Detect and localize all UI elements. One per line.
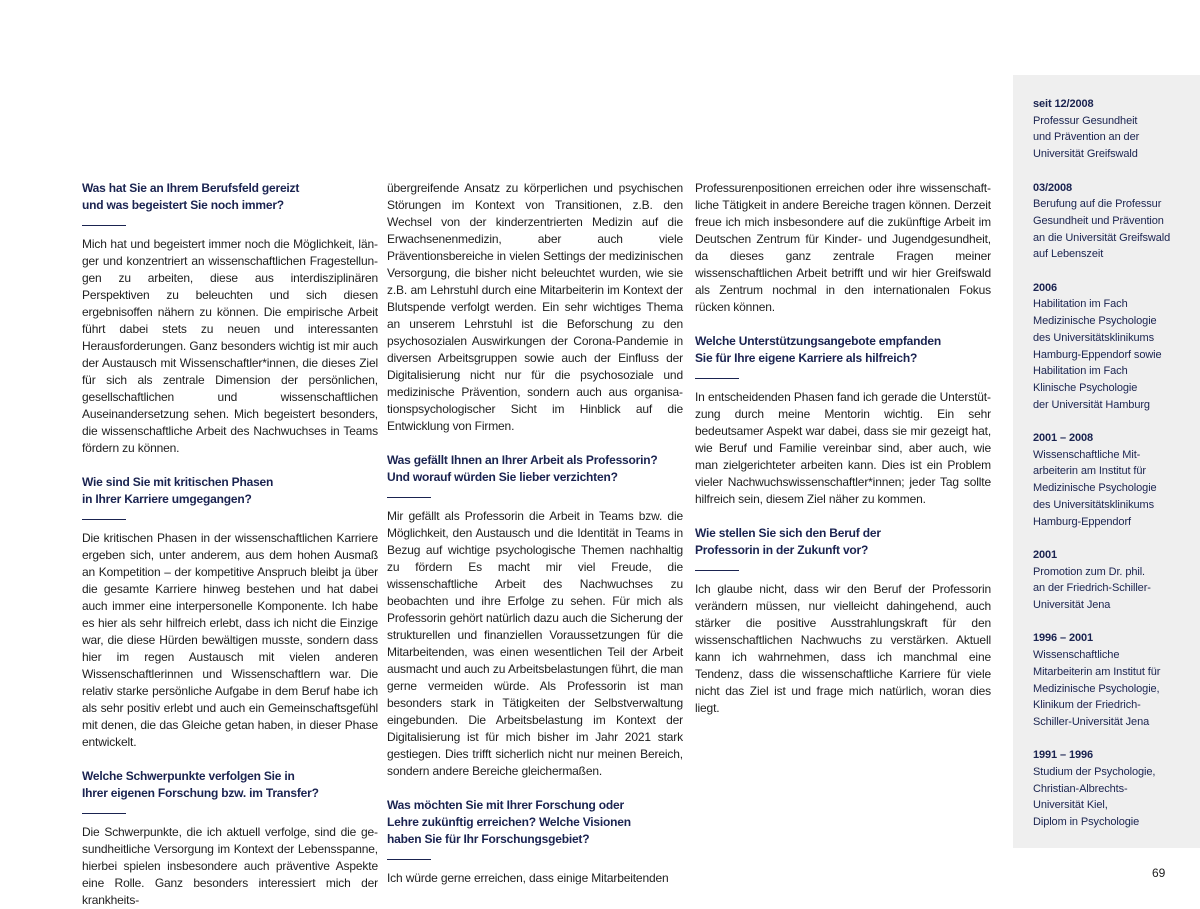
interview-question [82,768,378,802]
timeline-description-line: des Universitätsklinikums [1033,331,1154,344]
question-divider [82,225,126,226]
interview-question [695,333,991,367]
timeline-description-line: arbeiterin am Institut für [1033,465,1146,478]
timeline-entry [1033,96,1193,163]
timeline-date: 2001 – 2008 [1033,432,1094,445]
timeline-description-line: Medizinische Psychologie [1033,482,1157,495]
section-spacer [695,508,991,525]
timeline-description-line: Klinikum der Friedrich- [1033,699,1141,712]
article-column-3 [695,180,991,717]
question-line: Welche Unterstützungsangebote empfanden [695,334,942,348]
interview-answer: Die Schwerpunkte, die ich aktuell verfolge, sind die gesundheitliche Versorgung im Kontext der Lebensspanne, hierbei spielen insbesondere auch präventive Aspekte eine Rolle. Ganz besonders interessiert mich der krankheits- [82,825,378,907]
question-line: und was begeistert Sie noch immer? [82,198,284,212]
section-spacer [695,316,991,333]
article-column-2 [387,180,683,887]
interview-answer: Die kritischen Phasen in der wissenschaftlichen Karriere ergeben sich, unter anderem, aus dem hohen Ausmaß an Kompetition – der kompetitive Anspruch bleibt ja über die gesamte Karriere hinweg bestehen und hat dabei auch immer eine interpersonelle Komponente. Ich habe es hier als sehr hilfreich erlebt, dass ich nicht die Einzige war, die diese Hürden bewältigen musste, sondern dass hier im regen Austausch mit vielen anderen Wissenschaftlerinnen und Wissenschaftlern war. Die relativ starke persönliche Aufgabe in dem Beruf habe ich als sehr positiv erlebt und auch ein Gemeinschaftsgefühl mit denen, die das Gleiche getan haben, in dieser Phase entwickelt. [82,531,378,749]
timeline-description-line: Hamburg-Eppendorf sowie [1033,348,1162,361]
timeline-description-line: Medizinische Psychologie, [1033,682,1160,695]
interview-question [387,452,683,486]
timeline-description-line: an die Universität Greifswald [1033,231,1171,244]
question-divider [387,497,431,498]
interview-answer: Ich glaube nicht, dass wir den Beruf der Professorin verändern müssen, nur vielleicht dahingehend, auch stärker die positive Ausstrahlungskraft für den wissenschaftlichen Nachwuchs zu verstärken. Aktuell kann ich wahrnehmen, dass ich manchmal eine Tendenz, dass die wissenschaftliche Karriere für viele nicht das Ziel ist und frage mich natürlich, woran dies liegt. [695,582,991,715]
timeline-description-line: Hamburg-Eppendorf [1033,515,1131,528]
timeline-description-line: Studium der Psychologie, [1033,766,1156,779]
timeline-entry [1033,630,1193,730]
question-line: Und worauf würden Sie lieber verzichten? [387,470,618,484]
question-divider [695,378,739,379]
timeline-description-line: Gesundheit und Prävention [1033,214,1164,227]
timeline-entry [1033,747,1193,831]
timeline-description-line: auf Lebenszeit [1033,248,1104,261]
question-divider [82,813,126,814]
question-line: Ihrer eigenen Forschung bzw. im Transfer? [82,786,319,800]
question-line: Was hat Sie an Ihrem Berufsfeld gereizt [82,181,300,195]
timeline-description-line: Habilitation im Fach [1033,365,1128,378]
question-line: Lehre zukünftig erreichen? Welche Visionen [387,815,631,829]
timeline-description-line: an der Friedrich-Schiller- [1033,582,1151,595]
question-line: Was gefällt Ihnen an Ihrer Arbeit als Professorin? [387,453,658,467]
interview-answer: Ich würde gerne erreichen, dass einige Mitarbeitenden [387,871,669,885]
timeline-description-line: des Universitätsklinikums [1033,498,1154,511]
timeline-description-line: Habilitation im Fach [1033,298,1128,311]
timeline-description-line: Universität Greifswald [1033,148,1138,161]
timeline-date: seit 12/2008 [1033,98,1094,110]
timeline-description-line: und Prävention an der [1033,131,1140,144]
page-number: 69 [1152,866,1166,880]
timeline-description-line: Klinische Psychologie [1033,381,1138,394]
question-line: Was möchten Sie mit Ihrer Forschung oder [387,798,624,812]
timeline-description-line: Mitarbeiterin am Institut für [1033,665,1161,678]
timeline-description-line: Christian-Albrechts- [1033,782,1128,795]
timeline-description-line: Professur Gesundheit [1033,114,1138,127]
interview-answer: Mir gefällt als Professorin die Arbeit in Teams bzw. die Möglichkeit, den Austausch und die Identität in Teams in Bezug auf wichtige psychologische Themen nachhaltig zu fördern Es macht mir viel Freude, die wissenschaftliche Arbeit des Nachwuchses zu beobachten und ihre Erfolge zu sehen. Für mich als Professorin gehört natürlich dazu auch die Sicherung der strukturellen und finanziellen Voraussetzungen für die Mitarbeitenden, was einen wesentlichen Teil der Arbeit ausmacht und auch zu Arbeitsbelastungen führt, die man gerne vermeiden würde. Als Professorin ist man besonders stark in Tätigkeiten der Selbstverwaltung eingebunden. Die Arbeitsbelastung im Kontext der Digitalisierung ist für mich bisher im Jahr 2021 stark gestiegen. Dies trifft sicherlich nicht nur meinen Bereich, sondern andere Bereiche gleichermaßen. [387,509,683,778]
timeline-description-line: der Universität Hamburg [1033,398,1150,411]
question-divider [82,519,126,520]
timeline-entry [1033,280,1193,414]
section-spacer [387,435,683,452]
interview-answer: Mich hat und begeistert immer noch die Möglichkeit, länger und konzentriert an wissenschaftlichen Fragestellungen zu arbeiten, diese aus interdisziplinären Perspektiven zu beleuchten und sich diesen ergebnisoffen nähern zu können. Die empirische Arbeit führt dabei stets zu neuen und interessanten Herausforderungen. Ganz besonders wichtig ist mir auch der Austausch mit Wissenschaftler*innen, die dieses Ziel für sich als zentrale Dimension der persönlichen, gesellschaftlichen und wissenschaftlichen Auseinandersetzung sehen. Mich begeistert besonders, die wissenschaftliche Arbeit des Nachwuchses in Teams fördern zu können. [82,237,378,455]
article-column-1 [82,180,378,909]
timeline-date: 1996 – 2001 [1033,632,1094,645]
timeline-entry [1033,180,1193,264]
interview-answer: In entscheidenden Phasen fand ich gerade die Unterstützung durch meine Mentorin wichtig. Ein sehr bedeutsamer Aspekt war dabei, dass sie mir gezeigt hat, wie Beruf und Familie vereinbar sind, aber auch, wie man zielgerichteter arbeiten kann. Dies ist ein Problem vieler Nachwuchswissenschaftler*innen; jeder Tag sollte hilfreich sein, diesem Ziel näher zu kommen. [695,390,991,506]
timeline-entry [1033,547,1193,614]
timeline-description-line: Diplom in Psychologie [1033,816,1140,829]
section-spacer [82,457,378,474]
timeline-entry [1033,430,1193,530]
question-line: haben Sie für Ihr Forschungsgebiet? [387,832,590,846]
interview-question [82,474,378,508]
timeline-description-line: Berufung auf die Professur [1033,198,1162,211]
question-divider [387,859,431,860]
timeline-description-line: Wissenschaftliche [1033,649,1120,662]
interview-answer: Professurenpositionen erreichen oder ihre wissenschaftliche Tätigkeit in andere Bereiche tragen können. Derzeit freue ich mich insbesondere auf die zukünftige Arbeit im Deutschen Zentrum für Kinder- und Jugendgesundheit, da dieses ganz zentrale Fragen meiner wissenschaftlichen Arbeit betrifft und wir hier Greifswald als Zentrum nochmal in den internationalen Fokus rücken können. [695,181,991,314]
question-line: Wie stellen Sie sich den Beruf der [695,526,881,540]
interview-question [387,797,683,848]
timeline-description-line: Universität Jena [1033,599,1111,612]
timeline-date: 1991 – 1996 [1033,749,1094,762]
interview-answer: übergreifende Ansatz zu körperlichen und psychischen Störungen im Kontext von Transitionen, z.B. den Wechsel von der kinderzentrierten Medizin auf die Erwachsenenmedizin, aber auch viele Präventionsbereiche in vielen Settings der medizinischen Versorgung, die bisher nicht beleuchtet wurden, wie sie z.B. am Lehrstuhl durch eine Mitarbeiterin im Kontext der Blutspende verfolgt werden. Ein sehr wichtiges Thema an unserem Lehrstuhl ist die Beforschung zu den psychosozialen Auswirkungen der Corona-Pandemie in diversen Arbeitsgruppen sowie auch der Einfluss der Digitalisierung nicht nur für die psychosoziale und medizinische Prävention, sondern auch aus organisationspsychologischer Sicht im Hinblick auf die Entwicklung von Firmen. [387,181,683,433]
timeline-date: 2001 [1033,548,1058,561]
question-divider [695,570,739,571]
question-line: Sie für Ihre eigene Karriere als hilfreich? [695,351,918,365]
section-spacer [387,780,683,797]
question-line: Wie sind Sie mit kritischen Phasen [82,475,274,489]
question-line: Professorin in der Zukunft vor? [695,543,869,557]
timeline-description-line: Wissenschaftliche Mit- [1033,448,1141,461]
section-spacer [82,751,378,768]
interview-question [82,180,378,214]
timeline-description-line: Universität Kiel, [1033,799,1108,812]
timeline-description-line: Promotion zum Dr. phil. [1033,565,1146,578]
question-line: in Ihrer Karriere umgegangen? [82,492,252,506]
timeline-date: 2006 [1033,281,1058,294]
interview-question [695,525,991,559]
timeline-date: 03/2008 [1033,181,1073,194]
question-line: Welche Schwerpunkte verfolgen Sie in [82,769,295,783]
timeline-description-line: Schiller-Universität Jena [1033,715,1150,728]
timeline-description-line: Medizinische Psychologie [1033,315,1157,328]
cv-timeline [1033,96,1193,848]
